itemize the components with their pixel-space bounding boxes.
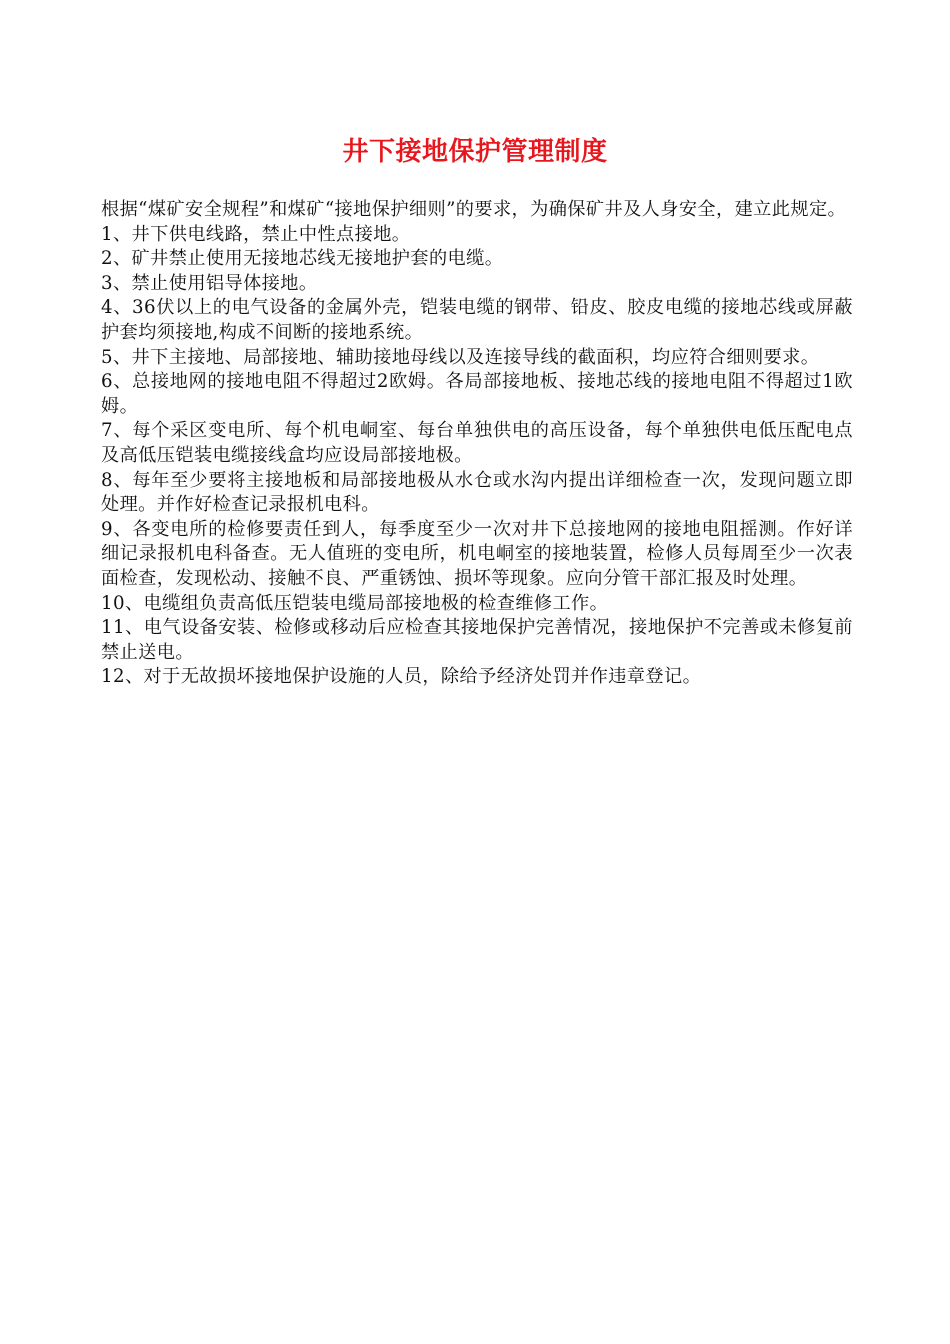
rule-item-5: 5、井下主接地、局部接地、辅助接地母线以及连接导线的截面积，均应符合细则要求。 <box>101 346 820 368</box>
rule-item-7: 7、每个采区变电所、每个机电峒室、每台单独供电的高压设备，每个单独供电低压配电点及高低压铠装电缆接线盒均应设局部接地极。 <box>101 420 853 466</box>
rule-item-9: 9、各变电所的检修要责任到人，每季度至少一次对井下总接地网的接地电阻摇测。作好详细记录报机电科备查。无人值班的变电所，机电峒室的接地装置，检修人员每周至少一次表面检查，发现松动、接触不良、严重锈蚀、损坏等现象。应向分管干部汇报及时处理。 <box>101 518 853 589</box>
rule-item-8: 8、每年至少要将主接地板和局部接地极从水仓或水沟内提出详细检查一次，发现问题立即处理。并作好检查记录报机电科。 <box>101 469 853 516</box>
rule-item-4: 4、36伏以上的电气设备的金属外壳，铠装电缆的钢带、铅皮、胶皮电缆的接地芯线或屏蔽护套均须接地,构成不间断的接地系统。 <box>101 297 853 343</box>
intro-paragraph: 根据“煤矿安全规程”和煤矿“接地保护细则”的要求，为确保矿井及人身安全，建立此规定。 <box>101 199 847 220</box>
rule-item-11: 11、电气设备安装、检修或移动后应检查其接地保护完善情况，接地保护不完善或未修复前禁止送电。 <box>101 617 853 663</box>
rule-item-12: 12、对于无故损坏接地保护设施的人员，除给予经济处罚并作违章登记。 <box>101 666 702 688</box>
rule-item-2: 2、矿井禁止使用无接地芯线无接地护套的电缆。 <box>101 248 504 270</box>
rule-item-6: 6、总接地网的接地电阻不得超过2欧姆。各局部接地板、接地芯线的接地电阻不得超过1欧姆。 <box>101 371 853 417</box>
document-body <box>101 198 853 690</box>
rule-item-1: 1、井下供电线路，禁止中性点接地。 <box>101 223 411 245</box>
rule-item-10: 10、电缆组负责高低压铠装电缆局部接地极的检查维修工作。 <box>101 592 609 614</box>
rule-item-3: 3、禁止使用铝导体接地。 <box>101 272 318 294</box>
document-title: 井下接地保护管理制度 <box>342 137 608 167</box>
